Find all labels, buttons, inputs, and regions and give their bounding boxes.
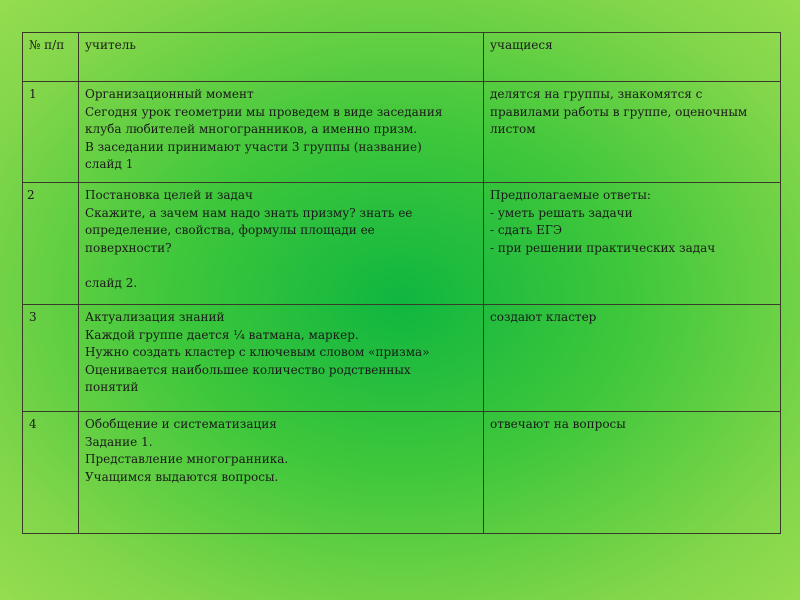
teacher-line: Обобщение и систематизация — [85, 417, 277, 431]
teacher-line: Постановка целей и задач — [85, 188, 253, 202]
teacher-line: понятий — [85, 380, 139, 394]
teacher-cell — [79, 412, 484, 534]
students-line: - при решении практических задач — [490, 240, 716, 255]
blank-line — [85, 257, 477, 275]
row-number: 1 — [23, 82, 79, 183]
teacher-line: слайд 2. — [85, 275, 138, 290]
teacher-cell — [79, 305, 484, 412]
students-line: делятся на группы, знакомятся с — [490, 87, 703, 101]
teacher-line: Оценивается наибольшее количество родственных — [85, 362, 411, 377]
students-line: листом — [490, 122, 536, 136]
teacher-line: В заседании принимают участи 3 группы (название) — [85, 139, 422, 154]
teacher-line: Учащимся выдаются вопросы. — [85, 469, 279, 484]
students-line: создают кластер — [490, 310, 597, 324]
teacher-line: определение, свойства, формулы площади ее — [85, 223, 375, 237]
row-number: 3 — [23, 305, 79, 412]
students-cell — [484, 183, 781, 305]
table-row — [23, 305, 781, 412]
table-row — [23, 412, 781, 534]
students-line: Предполагаемые ответы: — [490, 188, 651, 202]
header-students: учащиеся — [484, 33, 781, 82]
teacher-line: Каждой группе дается ¼ ватмана, маркер. — [85, 327, 359, 342]
students-cell — [484, 305, 781, 412]
teacher-cell — [79, 183, 484, 305]
teacher-line: клуба любителей многогранников, а именно призм. — [85, 122, 418, 136]
header-row — [23, 33, 781, 82]
teacher-line: Задание 1. — [85, 434, 153, 449]
teacher-line: Скажите, а зачем нам надо знать призму? знать ее — [85, 205, 413, 220]
students-line: правилами работы в группе, оценочным — [490, 104, 748, 119]
teacher-line: Нужно создать кластер с ключевым словом «призма» — [85, 345, 430, 359]
teacher-line: Представление многогранника. — [85, 452, 289, 466]
table-row — [23, 82, 781, 183]
header-number: № п/п — [23, 33, 79, 82]
teacher-line: Сегодня урок геометрии мы проведем в виде заседания — [85, 104, 443, 119]
students-line: - уметь решать задачи — [490, 205, 633, 220]
teacher-line: Актуализация знаний — [85, 310, 225, 324]
students-line: - сдать ЕГЭ — [490, 223, 563, 237]
teacher-line: поверхности? — [85, 240, 172, 255]
students-line: отвечают на вопросы — [490, 417, 626, 431]
teacher-line: слайд 1 — [85, 157, 134, 171]
row-number: 4 — [23, 412, 79, 534]
lesson-plan-table — [22, 32, 781, 534]
teacher-line: Организационный момент — [85, 87, 254, 101]
students-cell — [484, 82, 781, 183]
row-number: 2 — [23, 183, 79, 305]
teacher-cell — [79, 82, 484, 183]
header-teacher: учитель — [79, 33, 484, 82]
table-row — [23, 183, 781, 305]
students-cell — [484, 412, 781, 534]
